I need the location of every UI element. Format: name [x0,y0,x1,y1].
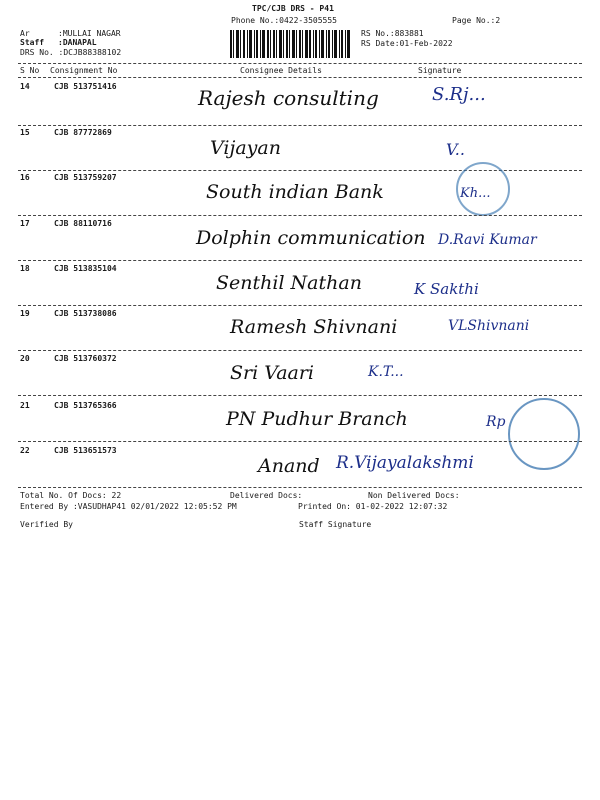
row-signature: Kh... [460,186,491,201]
row-signature: R.Vijayalakshmi [336,453,474,473]
row-consignee: Rajesh consulting [198,86,379,110]
row-consignment: CJB 513651573 [54,446,117,455]
row-consignment: CJB 513738086 [54,309,117,318]
row-consignee: Dolphin communication [196,227,426,249]
total-docs: Total No. Of Docs: 22 [20,491,122,500]
row-consignment: CJB 88110716 [54,219,112,228]
row-divider [18,350,582,351]
staff-label: Staff [20,38,45,47]
row-signature: VLShivnani [448,318,530,334]
area-value: :MULLAI NAGAR [58,29,121,38]
row-signature: D.Ravi Kumar [438,232,537,248]
row-sno: 18 [20,264,30,273]
phone-number: Phone No.:0422-3505555 [231,16,337,25]
delivery-stamp-icon [456,162,510,216]
row-sno: 17 [20,219,30,228]
row-divider [18,395,582,396]
non-delivered-docs: Non Delivered Docs: [368,491,460,500]
delivered-docs: Delivered Docs: [230,491,303,500]
column-signature: Signature [418,66,462,75]
row-consignee: South indian Bank [206,181,384,203]
row-consignment: CJB 513765366 [54,401,117,410]
row-consignee: Senthil Nathan [216,272,362,294]
row-sno: 20 [20,354,30,363]
row-divider [18,441,582,442]
document-title: TPC/CJB DRS - P41 [252,4,334,13]
verified-by: Verified By [20,520,73,529]
header-divider-bottom [18,77,582,78]
row-signature: Rp [486,414,506,430]
row-consignee: Anand [258,455,320,477]
staff-value: :DANAPAL [58,38,97,47]
row-consignee: Vijayan [210,137,281,159]
row-divider [18,260,582,261]
row-sno: 14 [20,82,30,91]
row-consignment: CJB 513835104 [54,264,117,273]
row-consignment: CJB 513760372 [54,354,117,363]
header-divider-top [18,63,582,64]
staff-signature-label: Staff Signature [299,520,372,529]
entered-by: Entered By :VASUDHAP41 02/01/2022 12:05:52 PM [20,502,237,511]
row-consignment: CJB 87772869 [54,128,112,137]
row-sno: 21 [20,401,30,410]
column-consignment: Consignment No [50,66,118,75]
row-signature: V.. [446,140,465,159]
row-sno: 15 [20,128,30,137]
printed-on: Printed On: 01-02-2022 12:07:32 [298,502,448,511]
row-consignee: PN Pudhur Branch [226,408,408,430]
row-consignment: CJB 513759207 [54,173,117,182]
rs-number: RS No.:883881 [361,29,424,38]
row-sno: 16 [20,173,30,182]
row-sno: 19 [20,309,30,318]
row-consignment: CJB 513751416 [54,82,117,91]
row-sno: 22 [20,446,30,455]
row-consignee: Sri Vaari [230,362,315,384]
row-consignee: Ramesh Shivnani [230,316,398,338]
column-sno: S No [20,66,40,75]
column-consignee: Consignee Details [240,66,322,75]
row-divider [18,487,582,488]
barcode-image [230,30,350,58]
row-divider [18,305,582,306]
row-signature: S.Rj... [432,84,486,105]
page-number: Page No.:2 [452,16,501,25]
branch-stamp-icon [508,398,580,470]
row-divider [18,125,582,126]
row-signature: K Sakthi [414,280,479,298]
row-signature: K.T... [368,364,404,380]
area-label: Ar [20,29,30,38]
drs-number: DRS No. :DCJB88388102 [20,48,122,57]
row-divider [18,215,582,216]
rs-date: RS Date:01-Feb-2022 [361,39,453,48]
